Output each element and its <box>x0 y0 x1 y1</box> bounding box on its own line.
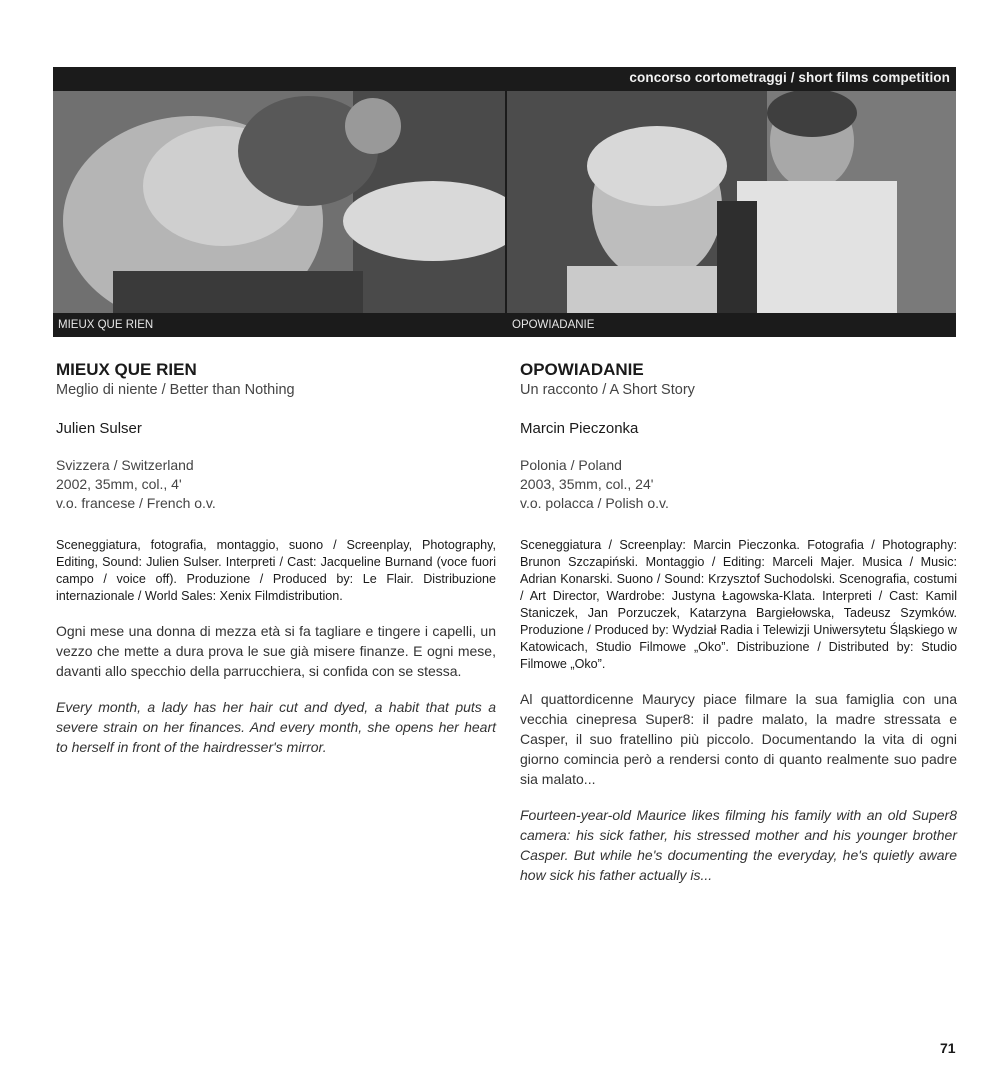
section-heading: concorso cortometraggi / short films competition <box>629 70 950 85</box>
still-caption-right: OPOWIADANIE <box>512 319 595 331</box>
film-entry-opowiadanie <box>520 360 957 885</box>
film-entry-mieux-que-rien <box>56 360 496 757</box>
film-credits: Sceneggiatura / Screenplay: Marcin Pieczonka. Fotografia / Photography: Brunon Szczapiński. Montaggio / Editing: Marceli Majer. Musica / Music: Adrian Konarski. Suono / Sound: Krzysztof Suchodolski. Scenografia, costumi / Art Director, Wardrobe: Justyna Łagowska-Klata. Interpreti / Cast: Kamil Staniczek, Jan Porzuczek, Katarzyna Bargiełowska, Tadeusz Szymków. Produzione / Produced by: Wydział Radia i Telewizji Uniwersytetu Śląskiego w Katowicach, Studio Filmowe „Oko”. Distribuzione / Distributed by: Studio Filmowe „Oko”. <box>520 538 957 671</box>
film-stills-banner <box>53 67 956 337</box>
film-info <box>56 456 496 513</box>
film-info <box>520 456 957 513</box>
film-credits: Sceneggiatura, fotografia, montaggio, suono / Screenplay, Photography, Editing, Sound: Julien Sulser. Interpreti / Cast: Jacqueline Burnand (voce fuori campo / voice off). Produzione / Produced by: Le Flair. Distribuzione internazionale / World Sales: Xenix Filmdistribution. <box>56 538 496 603</box>
still-opowiadanie <box>507 91 956 313</box>
film-language: v.o. francese / French o.v. <box>56 495 216 511</box>
film-country: Svizzera / Switzerland <box>56 457 194 473</box>
still-caption-left: MIEUX QUE RIEN <box>58 319 154 331</box>
film-director: Marcin Pieczonka <box>520 420 639 437</box>
film-language: v.o. polacca / Polish o.v. <box>520 495 669 511</box>
film-specs: 2003, 35mm, col., 24' <box>520 476 654 492</box>
film-director: Julien Sulser <box>56 420 142 437</box>
film-synopsis-english: Fourteen-year-old Maurice likes filming his family with an old Super8 camera: his sick father, his stressed mother and his younger brother Casper. But while he's documenting the everyday, he's quietly aware how sick his father actually is... <box>520 807 957 883</box>
film-synopsis-italian: Al quattordicenne Maurycy piace filmare la sua famiglia con una vecchia cinepresa Super8: il padre malato, la madre stressata e Casper, il suo fratellino più piccolo. Documentando la vita di ogni giorno comincia però a rendersi conto di quanto realmente suo padre sia malato... <box>520 691 957 787</box>
film-synopsis-italian: Ogni mese una donna di mezza età si fa tagliare e tingere i capelli, un vezzo che mette a dura prova le sue già misere finanze. E ogni mese, davanti allo specchio della parrucchiera, si confida con se stessa. <box>56 623 496 679</box>
film-subtitle: Meglio di niente / Better than Nothing <box>56 382 295 398</box>
film-synopsis-english: Every month, a lady has her hair cut and dyed, a habit that puts a severe strain on her finances. And every month, she opens her heart to herself in front of the hairdresser's mirror. <box>56 699 496 755</box>
film-specs: 2002, 35mm, col., 4' <box>56 476 182 492</box>
page-number: 71 <box>940 1040 956 1056</box>
still-mieux-que-rien <box>53 91 505 313</box>
film-subtitle: Un racconto / A Short Story <box>520 382 695 398</box>
film-title: MIEUX QUE RIEN <box>56 360 197 379</box>
film-country: Polonia / Poland <box>520 457 622 473</box>
film-title: OPOWIADANIE <box>520 360 644 379</box>
